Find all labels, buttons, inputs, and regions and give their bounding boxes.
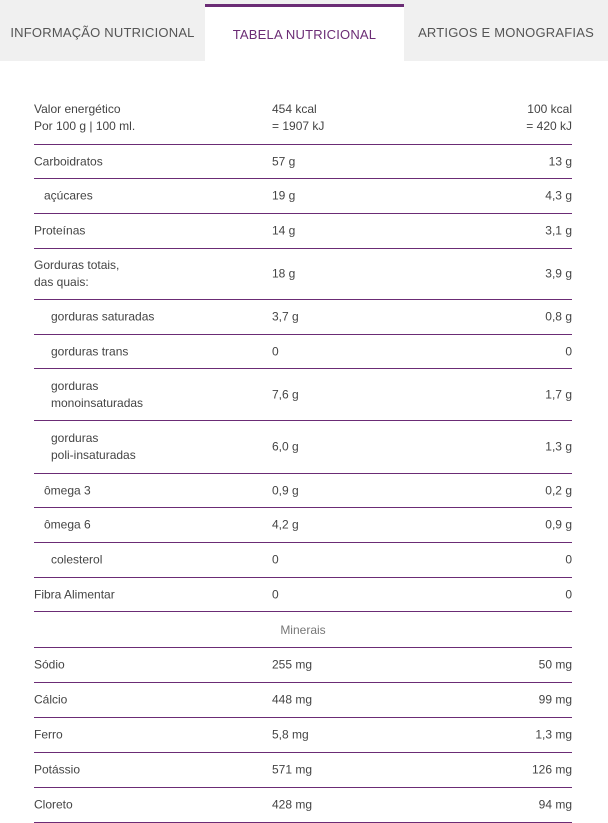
nutrient-label: Gorduras totais, das quais: [34,258,120,289]
tab-tabela-nutricional[interactable]: TABELA NUTRICIONAL [205,4,404,61]
nutrient-label: açúcares [44,188,93,203]
value-per-100: 57 g [272,154,296,168]
table-row [34,179,572,214]
table-row [34,788,572,823]
value-per-portion: 3,1 g [545,223,572,238]
table-row [34,214,572,249]
value-per-portion: 0,2 g [545,483,572,497]
table-row [34,753,572,788]
table-row [34,369,572,421]
table-row [34,474,572,508]
table-row [34,300,572,335]
nutrient-label: ômega 3 [44,483,91,497]
table-row [34,335,572,369]
tab-bar [0,0,608,61]
value-per-100: 19 g [272,188,296,203]
value-per-100: 3,7 g [272,309,299,324]
value-per-100: 571 mg [272,762,313,777]
value-per-portion: 3,9 g [545,266,572,281]
table-row [34,145,572,179]
nutrient-label: Potássio [34,762,81,777]
value-per-100: 14 g [272,223,296,238]
value-per-100: 0 [272,344,279,358]
tab-informacao-nutricional[interactable]: INFORMAÇÃO NUTRICIONAL [10,25,195,40]
nutrient-label: Cloreto [34,797,73,812]
table-row [34,508,572,543]
nutrient-label: colesterol [51,552,103,567]
table-row [34,578,572,612]
table-row [34,543,572,578]
nutrient-label: gorduras trans [51,344,129,358]
nutrient-label: gorduras poli-insaturadas [51,431,136,462]
value-per-portion: 0 [565,344,572,358]
value-per-100: 4,2 g [272,517,299,532]
value-per-100: 0,9 g [272,483,299,497]
value-per-100: 18 g [272,266,296,281]
value-per-portion: 126 mg [531,762,572,777]
nutrient-label: Ferro [34,727,63,742]
value-per-portion: 94 mg [538,797,572,812]
value-per-100: 428 mg [272,797,313,812]
value-per-portion: 0,9 g [545,517,572,532]
value-per-portion: 100 kcal = 420 kJ [526,101,572,133]
table-row [34,648,572,683]
tab-artigos-e-monografias[interactable]: ARTIGOS E MONOGRAFIAS [418,25,594,40]
value-per-100: 0 [272,552,279,567]
nutrition-table [34,91,572,823]
nutrient-label: Proteínas [34,223,86,238]
nutrient-label: Cálcio [34,692,68,707]
value-per-100: 7,6 g [272,387,299,401]
table-row [34,718,572,753]
value-per-100: 448 mg [272,692,313,707]
section-title: Minerais [280,622,326,637]
nutrient-label: ômega 6 [44,517,91,532]
nutrient-label: Fibra Alimentar [34,587,115,601]
value-per-portion: 1,3 g [545,439,572,454]
value-per-100: 454 kcal = 1907 kJ [272,101,325,133]
table-row [34,91,572,145]
nutrient-label: Valor energético Por 100 g | 100 ml. [34,101,136,133]
value-per-portion: 1,3 mg [535,727,572,742]
nutrient-label: gorduras saturadas [51,309,155,324]
value-per-100: 0 [272,587,279,601]
value-per-portion: 0 [565,552,572,567]
value-per-100: 5,8 mg [272,727,309,742]
table-row [34,683,572,718]
table-row [34,421,572,474]
minerals-section-header [34,612,572,648]
value-per-100: 255 mg [272,657,313,672]
table-row [34,249,572,300]
value-per-portion: 50 mg [538,657,572,672]
value-per-portion: 99 mg [538,692,572,707]
value-per-portion: 0 [565,587,572,601]
value-per-portion: 4,3 g [545,188,572,203]
value-per-100: 6,0 g [272,439,299,454]
nutrient-label: Sódio [34,657,65,672]
value-per-portion: 13 g [548,154,572,168]
value-per-portion: 1,7 g [545,387,572,401]
nutrient-label: Carboidratos [34,154,103,168]
value-per-portion: 0,8 g [545,309,572,324]
nutrient-label: gorduras monoinsaturadas [51,378,144,410]
